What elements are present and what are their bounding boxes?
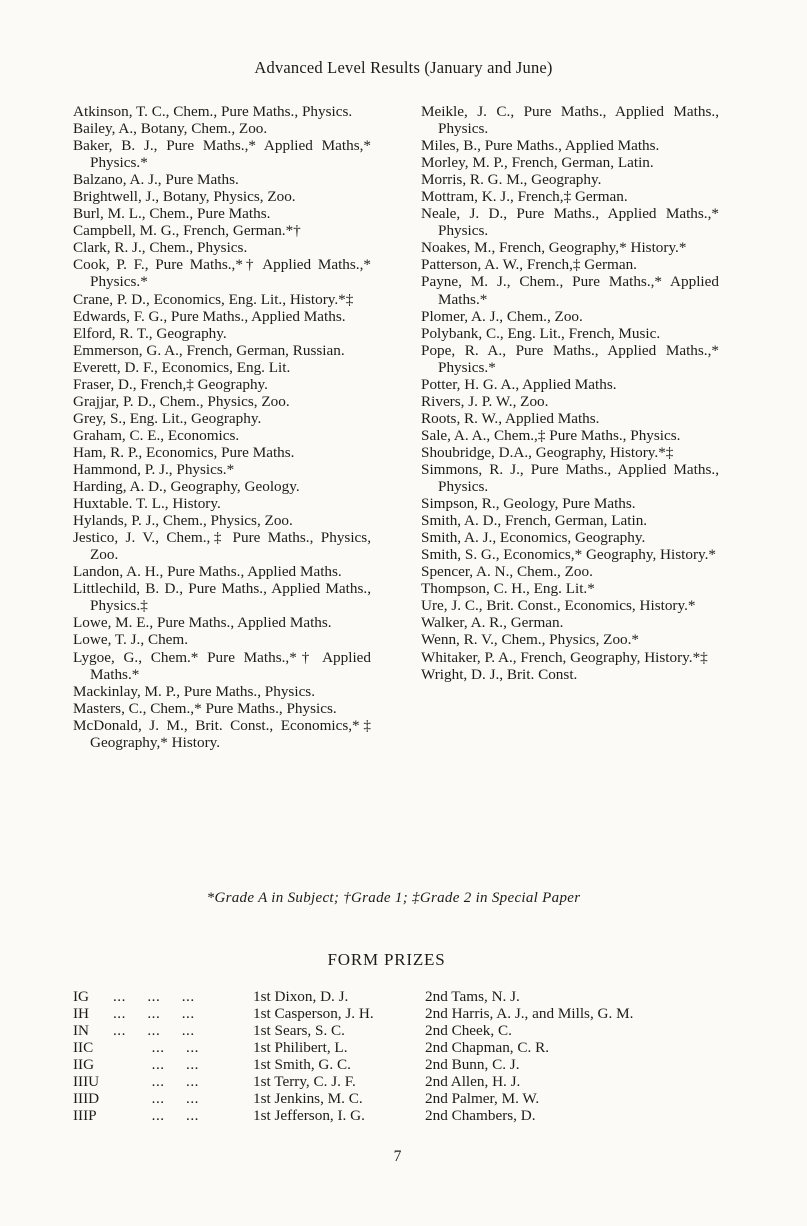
form-name: IIIP: [73, 1107, 97, 1125]
leader-dots: ... ...: [113, 1073, 199, 1091]
results-right-column: [421, 103, 719, 683]
results-left-column: [73, 103, 371, 751]
result-entry: Grey, S., Eng. Lit., Geography.: [73, 409, 262, 427]
result-entry: Patterson, A. W., French,‡ German.: [421, 256, 637, 274]
result-entry: Simmons, R. J., Pure Maths., Applied Maths., Physics.: [421, 460, 719, 496]
leader-dots: ... ...: [113, 1039, 199, 1057]
form-name: IIIU: [73, 1073, 100, 1091]
result-entry: Rivers, J. P. W., Zoo.: [421, 392, 549, 410]
result-entry: Morris, R. G. M., Geography.: [421, 171, 602, 189]
result-entry: Morley, M. P., French, German, Latin.: [421, 154, 654, 172]
result-entry: McDonald, J. M., Brit. Const., Economics,*‡ Geography,* History.: [73, 716, 371, 751]
result-entry: Miles, B., Pure Maths., Applied Maths.: [421, 137, 660, 155]
result-entry: Landon, A. H., Pure Maths., Applied Maths.: [73, 563, 342, 581]
result-entry: Lowe, T. J., Chem.: [73, 631, 189, 649]
result-entry: Sale, A. A., Chem.,‡ Pure Maths., Physics.: [421, 426, 681, 444]
result-entry: Potter, H. G. A., Applied Maths.: [421, 375, 617, 393]
leader-dots: ... ...: [113, 1056, 199, 1074]
result-entry: Atkinson, T. C., Chem., Pure Maths., Physics.: [73, 103, 353, 120]
result-entry: Smith, A. D., French, German, Latin.: [421, 512, 648, 530]
first-prize: 1st Jenkins, M. C.: [253, 1090, 363, 1108]
result-entry: Jestico, J. V., Chem.,‡ Pure Maths., Physics, Zoo.: [73, 529, 371, 564]
second-prize: 2nd Cheek, C.: [425, 1022, 512, 1040]
second-prize: 2nd Bunn, C. J.: [425, 1056, 520, 1074]
form-name: IIC: [73, 1039, 94, 1057]
page-number: 7: [393, 1148, 402, 1165]
second-prize: 2nd Palmer, M. W.: [425, 1090, 540, 1108]
result-entry: Lygoe, G., Chem.* Pure Maths.,*† Applied Maths.*: [73, 648, 371, 683]
form-name: IG: [73, 988, 90, 1005]
grade-footnote: *Grade A in Subject; †Grade 1; ‡Grade 2 in Special Paper: [206, 890, 581, 906]
second-prize: 2nd Tams, N. J.: [425, 988, 520, 1005]
result-entry: Plomer, A. J., Chem., Zoo.: [421, 307, 583, 325]
second-prize: 2nd Chambers, D.: [425, 1107, 536, 1125]
leader-dots: ... ...: [113, 1107, 199, 1125]
result-entry: Masters, C., Chem.,* Pure Maths., Physics.: [73, 699, 337, 717]
result-entry: Pope, R. A., Pure Maths., Applied Maths.,* Physics.*: [421, 341, 719, 376]
result-entry: Baker, B. J., Pure Maths.,* Applied Maths,* Physics.*: [73, 137, 371, 172]
result-entry: Fraser, D., French,‡ Geography.: [73, 375, 268, 393]
result-entry: Smith, A. J., Economics, Geography.: [421, 529, 646, 547]
result-entry: Everett, D. F., Economics, Eng. Lit.: [73, 358, 291, 376]
result-entry: Meikle, J. C., Pure Maths., Applied Maths., Physics.: [421, 103, 719, 138]
result-entry: Ure, J. C., Brit. Const., Economics, History.*: [421, 597, 696, 615]
result-entry: Hammond, P. J., Physics.*: [73, 460, 235, 478]
result-entry: Neale, J. D., Pure Maths., Applied Maths.,* Physics.: [421, 205, 719, 240]
result-entry: Edwards, F. G., Pure Maths., Applied Maths.: [73, 307, 346, 325]
form-name: IIID: [73, 1090, 100, 1108]
result-entry: Mottram, K. J., French,‡ German.: [421, 188, 628, 206]
first-prize: 1st Terry, C. J. F.: [253, 1073, 356, 1091]
result-entry: Ham, R. P., Economics, Pure Maths.: [73, 443, 295, 461]
result-entry: Clark, R. J., Chem., Physics.: [73, 239, 248, 257]
result-entry: Roots, R. W., Applied Maths.: [421, 409, 600, 427]
result-entry: Mackinlay, M. P., Pure Maths., Physics.: [73, 682, 316, 700]
first-prize: 1st Casperson, J. H.: [253, 1005, 374, 1023]
leader-dots: ... ...: [113, 1090, 199, 1108]
leader-dots: ... ... ...: [113, 988, 195, 1005]
form-name: IH: [73, 1005, 90, 1023]
first-prize: 1st Dixon, D. J.: [253, 988, 349, 1005]
page-title: Advanced Level Results (January and June): [254, 58, 553, 77]
form-name: IIG: [73, 1056, 95, 1074]
result-entry: Emmerson, G. A., French, German, Russian.: [73, 341, 345, 359]
result-entry: Brightwell, J., Botany, Physics, Zoo.: [73, 188, 296, 206]
leader-dots: ... ... ...: [113, 1022, 195, 1040]
leader-dots: ... ... ...: [113, 1005, 195, 1023]
result-entry: Harding, A. D., Geography, Geology.: [73, 478, 300, 496]
result-entry: Bailey, A., Botany, Chem., Zoo.: [73, 120, 268, 138]
result-entry: Crane, P. D., Economics, Eng. Lit., History.*‡: [73, 290, 354, 308]
result-entry: Polybank, C., Eng. Lit., French, Music.: [421, 324, 661, 342]
result-entry: Huxtable. T. L., History.: [73, 495, 221, 513]
result-entry: Wright, D. J., Brit. Const.: [421, 665, 578, 683]
second-prize: 2nd Allen, H. J.: [425, 1073, 521, 1091]
result-entry: Spencer, A. N., Chem., Zoo.: [421, 563, 593, 581]
result-entry: Wenn, R. V., Chem., Physics, Zoo.*: [421, 631, 640, 649]
form-prizes-heading: FORM PRIZES: [327, 950, 446, 969]
first-prize: 1st Jefferson, I. G.: [253, 1107, 365, 1125]
result-entry: Burl, M. L., Chem., Pure Maths.: [73, 205, 271, 223]
result-entry: Hylands, P. J., Chem., Physics, Zoo.: [73, 512, 293, 530]
result-entry: Payne, M. J., Chem., Pure Maths.,* Applied Maths.*: [421, 273, 719, 308]
second-prize: 2nd Harris, A. J., and Mills, G. M.: [425, 1005, 634, 1023]
form-name: IN: [73, 1022, 90, 1040]
result-entry: Lowe, M. E., Pure Maths., Applied Maths.: [73, 614, 332, 632]
first-prize: 1st Philibert, L.: [253, 1039, 348, 1057]
result-entry: Cook, P. F., Pure Maths.,*† Applied Maths.,* Physics.*: [73, 256, 371, 291]
result-entry: Campbell, M. G., French, German.*†: [73, 222, 301, 240]
result-entry: Grajjar, P. D., Chem., Physics, Zoo.: [73, 392, 290, 410]
result-entry: Simpson, R., Geology, Pure Maths.: [421, 495, 636, 513]
second-prize: 2nd Chapman, C. R.: [425, 1039, 550, 1057]
result-entry: Whitaker, P. A., French, Geography, History.*‡: [421, 648, 708, 666]
result-entry: Elford, R. T., Geography.: [73, 324, 227, 342]
first-prize: 1st Smith, G. C.: [253, 1056, 351, 1074]
result-entry: Walker, A. R., German.: [421, 614, 564, 632]
first-prize: 1st Sears, S. C.: [253, 1022, 345, 1040]
result-entry: Shoubridge, D.A., Geography, History.*‡: [421, 443, 674, 461]
result-entry: Balzano, A. J., Pure Maths.: [73, 171, 239, 189]
result-entry: Littlechild, B. D., Pure Maths., Applied Maths., Physics.‡: [73, 580, 371, 615]
result-entry: Noakes, M., French, Geography,* History.*: [421, 239, 687, 257]
result-entry: Smith, S. G., Economics,* Geography, History.*: [421, 546, 717, 564]
result-entry: Graham, C. E., Economics.: [73, 426, 240, 444]
result-entry: Thompson, C. H., Eng. Lit.*: [421, 580, 595, 598]
